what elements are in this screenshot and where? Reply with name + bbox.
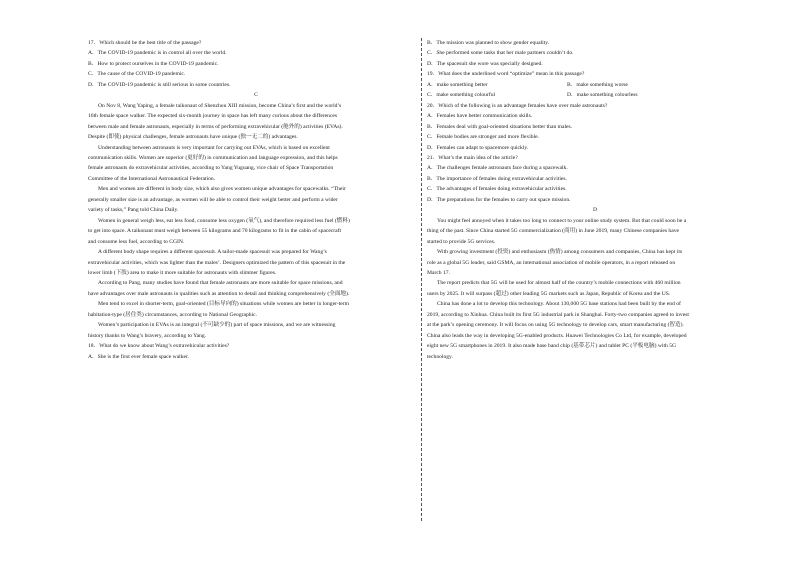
text-line: Men and women are different in body size, which also gives women unique advantages for spacewalks. “Their <box>98 186 346 193</box>
option-text: A．make something better <box>427 81 488 88</box>
text-line: A．The challenges female astronauts face during a spacewalk. <box>427 165 568 172</box>
text-line: China also leads the way in developing 5G-enabled products. Huawei Technologies Co Ltd, for example, developed <box>427 332 687 339</box>
text-line: B．The mission was planned to show gender equality. <box>427 40 550 46</box>
option-text: C．make something colourful <box>427 92 496 99</box>
text-line: D．The preparations for the females to carry out space mission. <box>427 196 571 203</box>
section-heading: C <box>254 92 258 99</box>
text-line: With growing investment (投资) and enthusiasm (热情) among consumers and companies, China has kept its <box>437 249 683 256</box>
text-line: and consume less fuel, according to CGIN. <box>88 238 185 245</box>
text-line: role as a global 5G leader, said GSMA, an international association of mobile operators, in a report released on <box>427 259 676 266</box>
text-line: C．The advantages of females doing extravehicular activities. <box>427 186 567 193</box>
text-line: users by 2025. It will surpass (超过) other leading 5G markets such as Japan, Republic of Korea and the US. <box>427 290 671 297</box>
text-line: D．The spacesuit she wore was specially designed. <box>427 60 543 67</box>
text-line: A different body shape requires a different spacesuit. A tailor-made spacesuit was prepared for Wang’s <box>98 249 327 256</box>
right-column <box>427 38 763 362</box>
text-line: 20．Which of the following is an advantage females have over male astronauts? <box>427 102 608 109</box>
option-text: B．make something worse <box>567 81 628 88</box>
text-line: C．The cause of the COVID-19 pandemic. <box>88 71 186 78</box>
text-line: Men tend to excel in shorter-term, goal-oriented (目标导向的) situations while women are better in longer-term <box>98 301 349 308</box>
text-line: thing of the past. Since China started 5G commercialization (商用) in June 2019, many Chinese companies have <box>427 228 679 235</box>
text-line: Committee of the International Astronautical Federation. <box>88 175 216 182</box>
text-line: C．Female bodies are stronger and more flexible. <box>427 134 539 141</box>
text-line: March 17. <box>427 269 450 276</box>
text-line: D．The COVID-19 pandemic is still serious in some countries. <box>88 81 231 88</box>
text-line: 16th female space walker. The expected six-month journey in space has left many curious about the differences <box>88 113 338 120</box>
text-line: between male and female astronauts, especially in terms of performing extravehicular (舱外的) activities (EVAs). <box>88 123 343 130</box>
text-line: variety of tasks,” Pang told China Daily. <box>88 207 179 214</box>
text-line: started to provide 5G services. <box>427 238 496 245</box>
text-line: You might feel annoyed when it takes too long to connect to your online study system. But that could soon be a <box>437 217 687 224</box>
text-line: lower limb (下肢) area to make it more suitable for astronauts with slimmer figures. <box>88 269 277 276</box>
text-line: B．The importance of females doing extravehicular activities. <box>427 175 567 182</box>
text-line: have advantages over male astronauts in qualities such as attention to detail and thinking comprehensively (全面地). <box>88 290 350 297</box>
text-line: at the park’s opening ceremony. It will focus on using 5G technology to develop cars, smart manufacturing (智造). <box>427 322 684 329</box>
text-line: D．Females can adapt to spacemore quickly. <box>427 144 529 151</box>
text-line: A．She is the first ever female space walker. <box>88 353 189 360</box>
text-line: Despite (即使) physical challenges, female astronauts have unique (独一无二的) advantages. <box>88 134 298 141</box>
left-column <box>88 38 424 362</box>
text-line: 18．What do we know about Wang’s extravehicular activities? <box>88 343 230 350</box>
text-line: female astronauts do extravehicular activities, according to Yang Yuguang, vice chair of Space Transportation <box>88 165 334 172</box>
text-line: Women in general weigh less, eat less food, consume less oxygen (氧气), and therefore required less fuel (燃料) <box>98 217 350 224</box>
text-line: habitation-type (居住类) circumstances, according to National Geographic. <box>88 311 257 318</box>
text-line: 21．What’s the main idea of the article? <box>427 154 518 161</box>
text-line: extravehicular activities, which was lighter than the males’. Designers optimized the pattern of this spacesuit in the <box>88 259 346 266</box>
text-line: 17．Which should be the best title of the passage? <box>88 40 202 46</box>
option-row <box>427 90 763 100</box>
text-line: B．How to protect ourselves in the COVID-19 pandemic. <box>88 60 219 67</box>
option-row <box>427 80 763 90</box>
text-line: eight new 5G smartphones in 2019. It also made base band chip (基带芯片) and tablet PC (平板电脑) with 5G <box>427 343 677 350</box>
text-line: to get into space. A taikonaut must weigh between 55 kilograms and 70 kilograms to fit in the cabin of spacecraft <box>88 228 342 235</box>
text-line: C．She performed some tasks that her male partners couldn’t do. <box>427 50 574 57</box>
text-line: generally smaller size is an advantage, as women will be able to control their weight better and perform a wider <box>88 196 338 203</box>
text-line: Understanding between astronauts is very important for carrying out EVAs, which is based on excellent <box>98 144 330 151</box>
text-line: On Nov 8, Wang Yaping, a female taikonaut of Shenzhou XIII mission, become China’s first and the world’s <box>98 102 342 109</box>
text-line: 2019, according to Xinhua. China built its first 5G industrial park in Shanghai. Forty-two companies agreed to invest <box>427 311 689 318</box>
text-line: The report predicts that 5G will be used for almost half of the country’s mobile connections with 460 million <box>437 280 681 287</box>
text-line: history thanks to Wang’s bravery, according to Yang. <box>88 332 207 339</box>
text-line: Women’s participation in EVAs is an integral (不可缺少的) part of space missions, and we are witnessing <box>98 322 336 329</box>
text-line: technology. <box>427 353 453 360</box>
text-line: A．Females have better communication skills. <box>427 113 533 120</box>
text-line: A．The COVID-19 pandemic is in control all over the world. <box>88 50 227 57</box>
text-line: 19．What does the underlined word “optimize” mean in this passage? <box>427 71 585 78</box>
section-heading: D <box>592 207 598 214</box>
text-line: China has done a lot to develop this technology. About 130,000 5G base stations had been built by the end of <box>437 301 681 308</box>
text-line: B．Females deal with goal-oriented situations better than males. <box>427 123 573 130</box>
option-text: D．make something colourless <box>567 92 638 99</box>
text-line: communication skills. Women are superior (更好的) in communication and language expression, and this helps <box>88 154 338 161</box>
text-line: According to Pang, many studies have found that female astronauts are more suitable for space missions, and <box>98 280 343 287</box>
